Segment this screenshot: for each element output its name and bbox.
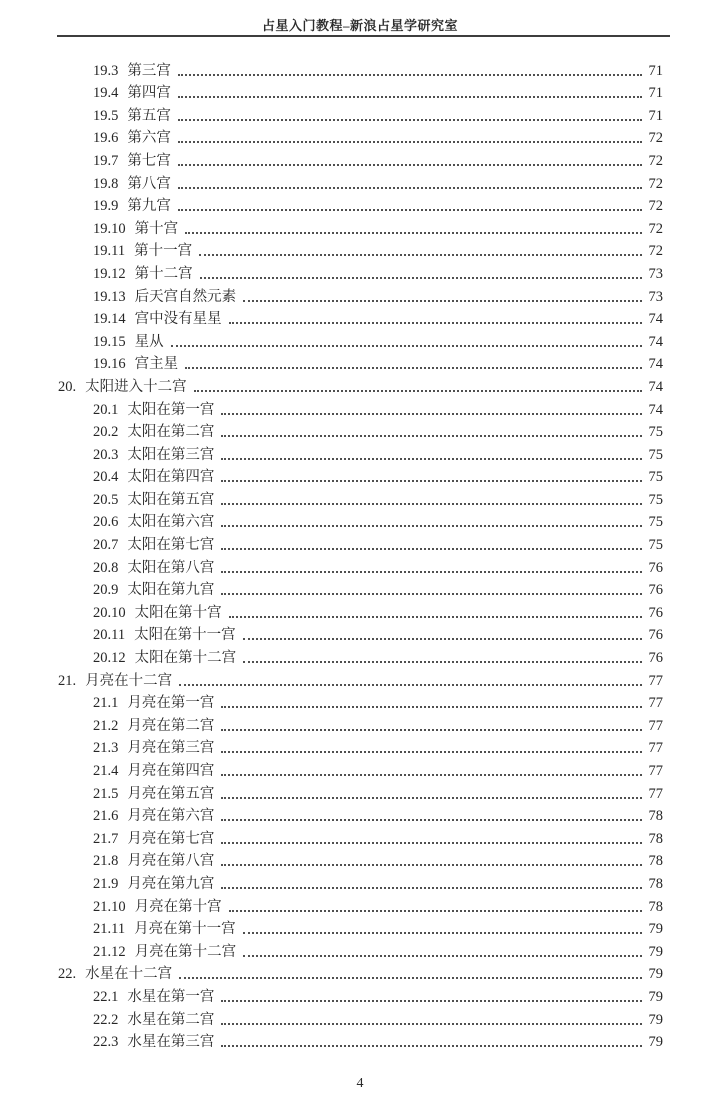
toc-entry-page: 74	[648, 378, 663, 395]
toc-entry-page: 75	[648, 446, 663, 463]
toc-entry[interactable]	[0, 644, 720, 667]
toc-entry[interactable]	[0, 351, 720, 374]
toc-entry[interactable]	[0, 125, 720, 148]
toc-entry-page: 75	[648, 424, 663, 441]
toc-entry-page: 78	[648, 808, 663, 825]
toc-entry-page: 72	[648, 175, 663, 192]
toc-entry-number: 21.3	[93, 740, 119, 757]
toc-entry[interactable]	[0, 916, 720, 939]
toc-entry[interactable]	[0, 803, 720, 826]
toc-entry[interactable]	[0, 396, 720, 419]
toc-entry-page: 71	[648, 107, 663, 124]
toc-entry-label: 月亮在第一宫	[127, 695, 215, 712]
toc-entry[interactable]	[0, 283, 720, 306]
toc-leader-dots	[221, 774, 642, 776]
toc-entry-number: 21.8	[93, 853, 119, 870]
toc-entry-number: 19.3	[93, 62, 119, 79]
toc-entry[interactable]	[0, 622, 720, 645]
toc-entry-page: 74	[648, 333, 663, 350]
toc-leader-dots	[194, 390, 642, 392]
toc-entry[interactable]	[0, 780, 720, 803]
toc-entry-page: 77	[648, 763, 663, 779]
toc-entry-number: 21.7	[93, 830, 119, 847]
toc-entry-number: 21.4	[93, 763, 119, 779]
toc-entry-number: 21.6	[93, 808, 119, 825]
toc-entry-number: 21.2	[93, 717, 119, 734]
toc-entry-label: 太阳在第三宫	[127, 446, 215, 463]
toc-entry[interactable]	[0, 57, 720, 80]
toc-entry-page: 74	[648, 356, 663, 373]
toc-entry-page: 76	[648, 627, 663, 644]
toc-entry-page: 79	[648, 1034, 663, 1051]
toc-entry-label: 月亮在第八宫	[127, 853, 215, 870]
toc-entry-label: 第十二宫	[134, 265, 193, 282]
toc-entry-label: 第四宫	[127, 85, 171, 102]
toc-leader-dots	[200, 277, 642, 279]
table-of-contents	[0, 57, 720, 1051]
toc-entry[interactable]	[0, 328, 720, 351]
toc-leader-dots	[221, 435, 642, 437]
toc-leader-dots	[178, 209, 642, 211]
page-footer	[0, 1076, 720, 1092]
toc-entry-number: 21.10	[93, 898, 126, 915]
toc-entry-number: 21.	[58, 672, 77, 689]
toc-entry-label: 太阳在第一宫	[127, 401, 215, 418]
toc-leader-dots	[178, 74, 642, 76]
toc-entry-page: 71	[648, 62, 663, 79]
toc-entry-page: 79	[648, 921, 663, 938]
toc-leader-dots	[221, 706, 642, 708]
toc-entry-label: 第五宫	[127, 107, 171, 124]
toc-leader-dots	[179, 684, 642, 686]
toc-entry-label: 宫中没有星星	[134, 311, 222, 328]
toc-entry-page: 79	[648, 966, 663, 983]
toc-entry-label: 第十一宫	[134, 243, 193, 260]
toc-entry-label: 太阳在第五宫	[127, 491, 215, 508]
toc-entry-label: 宫主星	[134, 356, 179, 373]
toc-entry-label: 月亮在第九宫	[127, 875, 215, 892]
toc-leader-dots	[243, 638, 642, 640]
toc-entry[interactable]	[0, 193, 720, 216]
toc-entry-page: 76	[648, 582, 663, 599]
toc-entry[interactable]	[0, 486, 720, 509]
toc-entry-number: 19.9	[93, 198, 119, 215]
toc-entry-number: 19.11	[93, 243, 126, 260]
toc-entry[interactable]	[0, 238, 720, 261]
toc-entry[interactable]	[0, 464, 720, 487]
toc-entry-label: 水星在第三宫	[127, 1034, 215, 1051]
toc-entry[interactable]	[0, 102, 720, 125]
toc-entry-number: 19.16	[93, 356, 126, 373]
toc-leader-dots	[221, 1045, 642, 1047]
toc-entry-number: 20.2	[93, 424, 119, 441]
header-divider	[57, 35, 670, 37]
toc-entry-number: 20.8	[93, 559, 119, 576]
toc-entry-number: 19.15	[93, 333, 126, 350]
toc-leader-dots	[221, 729, 642, 731]
toc-entry-number: 21.9	[93, 875, 119, 892]
toc-entry[interactable]	[0, 373, 720, 396]
toc-entry[interactable]	[0, 306, 720, 329]
toc-leader-dots	[221, 503, 642, 505]
toc-entry-label: 月亮在第十一宫	[134, 921, 236, 938]
toc-leader-dots	[185, 232, 642, 234]
toc-leader-dots	[221, 1000, 642, 1002]
toc-leader-dots	[221, 571, 642, 573]
toc-leader-dots	[221, 819, 642, 821]
toc-entry-label: 月亮在第四宫	[127, 763, 215, 779]
toc-entry-page: 77	[648, 672, 663, 689]
toc-entry[interactable]	[0, 1006, 720, 1029]
toc-entry-page: 71	[648, 85, 663, 102]
toc-entry-page: 77	[648, 695, 663, 712]
toc-entry-label: 第八宫	[127, 175, 171, 192]
toc-entry[interactable]	[0, 441, 720, 464]
toc-leader-dots	[171, 345, 642, 347]
toc-leader-dots	[221, 887, 642, 889]
toc-leader-dots	[178, 141, 642, 143]
toc-leader-dots	[229, 322, 642, 324]
toc-leader-dots	[221, 842, 642, 844]
toc-entry-label: 月亮在第二宫	[127, 717, 215, 734]
toc-entry[interactable]	[0, 825, 720, 848]
toc-entry-number: 20.7	[93, 537, 119, 554]
toc-entry-page: 73	[648, 265, 663, 282]
page-number: 4	[356, 1076, 364, 1091]
toc-entry-label: 太阳在第九宫	[127, 582, 215, 599]
toc-entry-number: 21.12	[93, 943, 126, 960]
toc-entry-page: 79	[648, 943, 663, 960]
toc-leader-dots	[243, 300, 642, 302]
toc-entry-number: 19.14	[93, 311, 126, 328]
toc-entry-label: 月亮在第五宫	[127, 785, 215, 802]
toc-leader-dots	[221, 413, 642, 415]
toc-entry-page: 75	[648, 491, 663, 508]
toc-entry[interactable]	[0, 735, 720, 758]
toc-leader-dots	[178, 164, 642, 166]
toc-entry-label: 月亮在第三宫	[127, 740, 215, 757]
toc-entry-page: 75	[648, 469, 663, 486]
toc-entry[interactable]	[0, 1029, 720, 1052]
toc-leader-dots	[221, 525, 642, 527]
toc-entry[interactable]	[0, 983, 720, 1006]
toc-entry-page: 78	[648, 875, 663, 892]
toc-entry-page: 73	[648, 288, 663, 305]
toc-entry-number: 19.12	[93, 265, 126, 282]
toc-entry-label: 第三宫	[127, 62, 171, 79]
toc-entry-label: 太阳进入十二宫	[85, 378, 187, 395]
toc-entry-number: 20.9	[93, 582, 119, 599]
toc-entry[interactable]	[0, 757, 720, 780]
toc-entry-number: 19.5	[93, 107, 119, 124]
toc-entry-label: 太阳在第十一宫	[134, 627, 236, 644]
toc-entry-page: 72	[648, 152, 663, 169]
toc-entry-page: 74	[648, 401, 663, 418]
toc-entry-number: 21.5	[93, 785, 119, 802]
toc-entry-number: 20.1	[93, 401, 119, 418]
toc-entry-label: 太阳在第十宫	[134, 604, 222, 621]
toc-entry-number: 19.7	[93, 152, 119, 169]
toc-entry-label: 太阳在第七宫	[127, 537, 215, 554]
toc-entry-number: 19.4	[93, 85, 119, 102]
toc-leader-dots	[243, 661, 642, 663]
toc-entry-page: 77	[648, 717, 663, 734]
toc-entry-page: 72	[648, 198, 663, 215]
toc-entry-number: 20.10	[93, 604, 126, 621]
toc-entry-number: 20.3	[93, 446, 119, 463]
toc-entry-label: 第十宫	[134, 220, 179, 237]
toc-entry[interactable]	[0, 961, 720, 984]
toc-entry-page: 77	[648, 740, 663, 757]
toc-entry[interactable]	[0, 215, 720, 238]
toc-entry[interactable]	[0, 938, 720, 961]
toc-leader-dots	[221, 480, 642, 482]
toc-leader-dots	[178, 187, 642, 189]
toc-entry-label: 太阳在第十二宫	[134, 650, 237, 667]
toc-entry-label: 后天宫自然元素	[134, 288, 237, 305]
toc-entry[interactable]	[0, 893, 720, 916]
toc-entry[interactable]	[0, 690, 720, 713]
toc-entry-number: 19.8	[93, 175, 119, 192]
toc-entry[interactable]	[0, 419, 720, 442]
toc-entry-number: 20.	[58, 378, 77, 395]
toc-entry-number: 19.13	[93, 288, 126, 305]
toc-entry-number: 20.6	[93, 514, 119, 531]
toc-entry[interactable]	[0, 260, 720, 283]
toc-entry-page: 78	[648, 830, 663, 847]
toc-entry-page: 78	[648, 898, 663, 915]
toc-entry[interactable]	[0, 848, 720, 871]
toc-entry-number: 19.10	[93, 220, 126, 237]
toc-entry-number: 19.6	[93, 130, 119, 147]
toc-entry-label: 太阳在第八宫	[127, 559, 215, 576]
toc-leader-dots	[178, 119, 642, 121]
toc-entry-page: 79	[648, 988, 663, 1005]
toc-entry-label: 水星在第一宫	[127, 988, 215, 1005]
toc-entry-label: 月亮在第十二宫	[134, 943, 237, 960]
toc-entry[interactable]	[0, 599, 720, 622]
toc-entry-page: 74	[648, 311, 663, 328]
toc-leader-dots	[243, 932, 642, 934]
toc-entry-number: 22.1	[93, 988, 119, 1005]
toc-entry[interactable]	[0, 170, 720, 193]
toc-entry-label: 星从	[134, 333, 164, 350]
toc-entry-number: 22.3	[93, 1034, 119, 1051]
toc-entry-page: 76	[648, 604, 663, 621]
document-header-title: 占星入门教程–新浪占星学研究室	[261, 18, 458, 33]
toc-entry[interactable]	[0, 577, 720, 600]
toc-entry-page: 78	[648, 853, 663, 870]
toc-leader-dots	[179, 977, 642, 979]
toc-entry[interactable]	[0, 509, 720, 532]
toc-entry-page: 76	[648, 650, 663, 667]
toc-entry-label: 月亮在第六宫	[127, 808, 215, 825]
toc-entry-label: 月亮在十二宫	[85, 672, 173, 689]
toc-entry-label: 太阳在第四宫	[127, 469, 215, 486]
toc-entry[interactable]	[0, 712, 720, 735]
toc-entry-page: 77	[648, 785, 663, 802]
toc-entry-number: 20.5	[93, 491, 119, 508]
toc-entry[interactable]	[0, 554, 720, 577]
toc-entry-label: 水星在十二宫	[85, 966, 173, 983]
toc-entry-label: 月亮在第十宫	[134, 898, 222, 915]
toc-leader-dots	[221, 797, 642, 799]
toc-entry-page: 72	[648, 130, 663, 147]
toc-entry[interactable]	[0, 147, 720, 170]
toc-leader-dots	[229, 910, 642, 912]
toc-leader-dots	[221, 548, 642, 550]
toc-entry-number: 22.	[58, 966, 77, 983]
toc-leader-dots	[221, 593, 642, 595]
toc-entry-page: 75	[648, 537, 663, 554]
toc-entry-number: 20.12	[93, 650, 126, 667]
toc-entry-label: 第七宫	[127, 152, 171, 169]
toc-entry[interactable]	[0, 870, 720, 893]
toc-entry-number: 20.4	[93, 469, 119, 486]
toc-entry-number: 21.11	[93, 921, 126, 938]
toc-leader-dots	[221, 1023, 642, 1025]
toc-leader-dots	[221, 458, 642, 460]
toc-leader-dots	[243, 955, 642, 957]
toc-leader-dots	[221, 864, 642, 866]
toc-entry-page: 79	[648, 1011, 663, 1028]
toc-entry-label: 第六宫	[127, 130, 171, 147]
toc-entry-label: 第九宫	[127, 198, 171, 215]
toc-entry-number: 22.2	[93, 1011, 119, 1028]
toc-entry-label: 月亮在第七宫	[127, 830, 215, 847]
toc-entry-page: 72	[648, 243, 663, 260]
toc-leader-dots	[221, 751, 642, 753]
toc-leader-dots	[229, 616, 642, 618]
toc-leader-dots	[185, 367, 642, 369]
toc-entry[interactable]	[0, 531, 720, 554]
toc-entry-page: 76	[648, 559, 663, 576]
toc-entry-number: 20.11	[93, 627, 126, 644]
toc-entry-number: 21.1	[93, 695, 119, 712]
toc-entry-label: 太阳在第二宫	[127, 424, 215, 441]
toc-entry[interactable]	[0, 667, 720, 690]
toc-entry-page: 75	[648, 514, 663, 531]
toc-entry-label: 太阳在第六宫	[127, 514, 215, 531]
toc-entry[interactable]	[0, 80, 720, 103]
toc-entry-label: 水星在第二宫	[127, 1011, 215, 1028]
toc-leader-dots	[178, 96, 642, 98]
toc-leader-dots	[199, 254, 642, 256]
toc-entry-page: 72	[648, 220, 663, 237]
